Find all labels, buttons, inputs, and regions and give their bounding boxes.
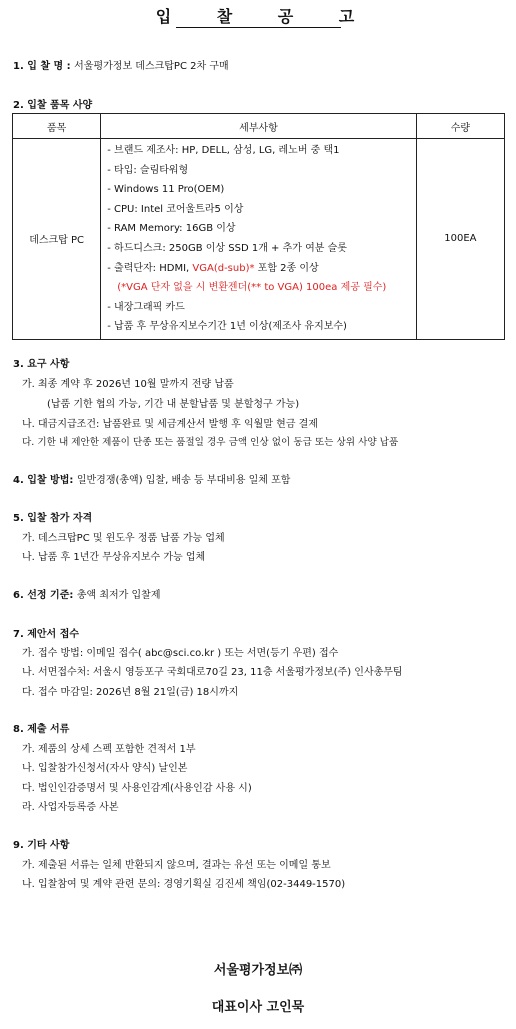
header-qty: 수량 — [416, 114, 504, 139]
item-spec-table — [12, 113, 505, 340]
spec-line: - 하드디스크: 250GB 이상 SSD 1개 + 추가 여분 슬롯 — [107, 242, 347, 254]
header-details: 세부사항 — [101, 114, 416, 139]
table-row — [13, 139, 505, 340]
footer-ceo: 대표이사 고인묵 — [211, 1000, 305, 1015]
header-item: 품목 — [13, 114, 101, 139]
spec-output-a: - 출력단자: HDMI, — [107, 262, 193, 274]
s8-item-b: 나. 입찰참가신청서(자사 양식) 날인본 — [22, 763, 188, 774]
s7-item-b: 나. 서면접수처: 서울시 영등포구 국회대로70길 23, 11층 서울평가정보(주) 인사총무팀 — [22, 667, 403, 678]
spec-list — [101, 139, 416, 340]
s8-item-d: 라. 사업자등록증 사본 — [22, 802, 119, 813]
section-4-text: 일반경쟁(총액) 입찰, 배송 등 부대비용 일체 포함 — [76, 475, 291, 486]
s5-item-a: 가. 데스크탑PC 및 윈도우 정품 납품 가능 업체 — [22, 533, 225, 544]
section-8-heading: 8. 제출 서류 — [13, 724, 70, 735]
s7-item-a: 가. 접수 방법: 이메일 접수( abc@sci.co.kr ) 또는 서면(등기 우편) 접수 — [22, 648, 339, 659]
s3-item-a: 가. 최종 계약 후 2026년 10월 말까지 전량 납품 — [22, 379, 234, 390]
s3-item-b: 나. 대금지급조건: 납품완료 및 세금계산서 발행 후 익월말 현금 결제 — [22, 419, 318, 430]
section-4-heading: 4. 입찰 방법: — [13, 475, 77, 486]
spec-output-vga: VGA(d-sub)* — [192, 262, 255, 274]
s7-item-c: 다. 접수 마감일: 2026년 8월 21일(금) 18시까지 — [22, 687, 239, 698]
section-1 — [13, 57, 229, 72]
section-1-text: 서울평가정보 데스크탑PC 2차 구매 — [74, 61, 229, 72]
spec-vga-note: (*VGA 단자 없을 시 변환젠더(** to VGA) 100ea 제공 필수) — [117, 282, 387, 294]
s8-item-a: 가. 제품의 상세 스펙 포함한 견적서 1부 — [22, 744, 196, 755]
title-underline — [176, 27, 341, 28]
section-7-heading: 7. 제안서 접수 — [13, 629, 80, 640]
item-name: 데스크탑 PC — [13, 139, 101, 340]
spec-line-output — [107, 259, 415, 279]
s5-item-b: 나. 납품 후 1년간 무상유지보수 가능 업체 — [22, 552, 206, 563]
spec-line: - 내장그래픽 카드 — [107, 301, 185, 313]
s9-item-b: 나. 입찰참여 및 계약 관련 문의: 경영기획실 김진세 책임(02-3449-1570) — [22, 879, 346, 890]
section-6-heading: 6. 선정 기준: — [13, 590, 77, 601]
item-qty: 100EA — [416, 139, 504, 340]
section-6-text: 총액 최저가 입찰제 — [76, 590, 161, 601]
table-header-row — [13, 114, 505, 139]
section-9-heading: 9. 기타 사항 — [13, 840, 70, 851]
section-3-heading: 3. 요구 사항 — [13, 359, 70, 370]
s3-item-a-sub: (납품 기한 협의 가능, 기간 내 분할납품 및 분할청구 가능) — [47, 399, 300, 410]
section-5-heading: 5. 입찰 참가 자격 — [13, 513, 93, 524]
spec-line: - Windows 11 Pro(OEM) — [107, 184, 225, 196]
section-4 — [13, 471, 290, 486]
s8-item-c: 다. 법인인감증명서 및 사용인감계(사용인감 사용 시) — [22, 783, 252, 794]
spec-line: - 타입: 슬림타워형 — [107, 164, 189, 176]
section-2-heading: 2. 입찰 품목 사양 — [13, 100, 93, 111]
spec-line: - CPU: Intel 코어울트라5 이상 — [107, 203, 244, 215]
spec-line: - RAM Memory: 16GB 이상 — [107, 223, 236, 235]
spec-line: - 납품 후 무상유지보수기간 1년 이상(제조사 유지보수) — [107, 321, 347, 333]
page-title: 입 찰 공 고 — [155, 7, 375, 26]
section-1-heading: 1. 입 찰 명 : — [13, 61, 75, 72]
spec-line: - 브랜드 제조사: HP, DELL, 삼성, LG, 레노버 중 택1 — [107, 145, 340, 156]
s9-item-a: 가. 제출된 서류는 일체 반환되지 않으며, 결과는 유선 또는 이메일 통보 — [22, 860, 331, 871]
footer-company: 서울평가정보㈜ — [213, 963, 303, 978]
section-6 — [13, 586, 160, 601]
spec-output-b: 포함 2종 이상 — [254, 262, 319, 274]
s3-item-c: 다. 기한 내 제안한 제품이 단종 또는 품절일 경우 금액 인상 없이 동급 또는 상위 사양 납품 — [22, 437, 399, 448]
